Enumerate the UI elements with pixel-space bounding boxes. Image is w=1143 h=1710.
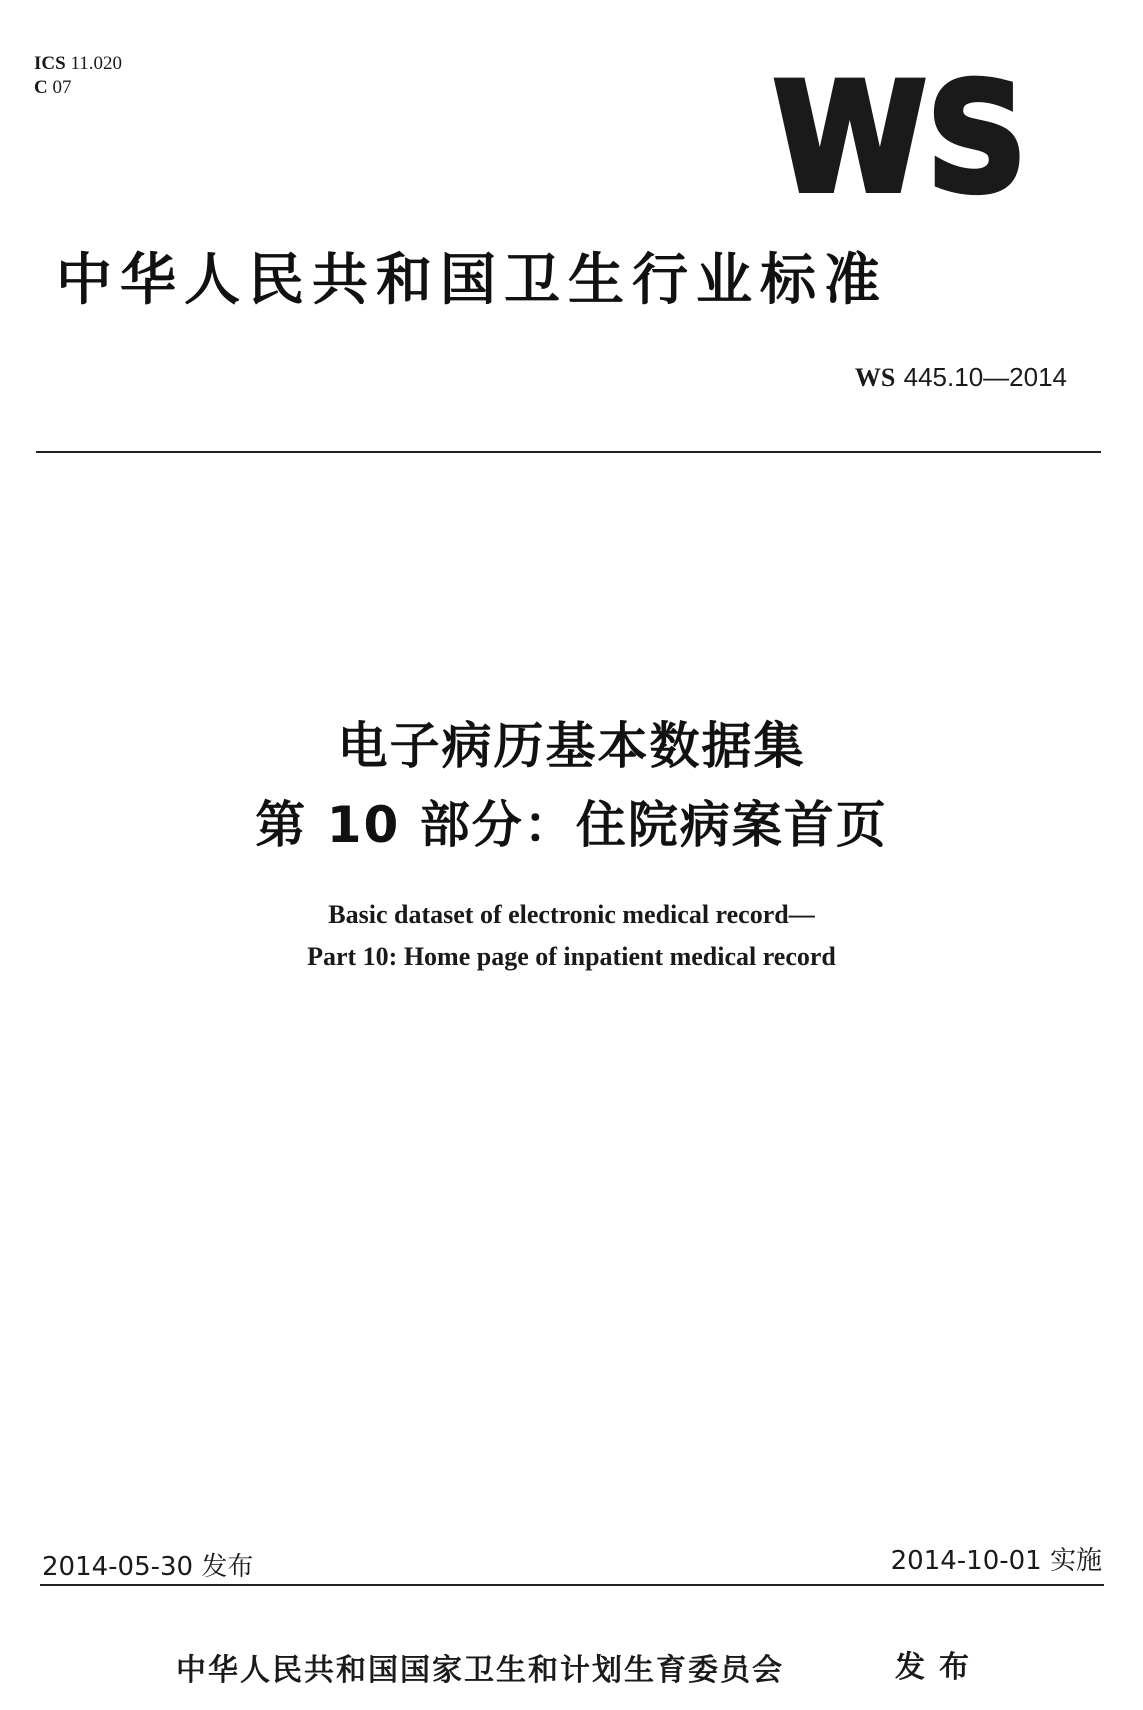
ws-logo [770,52,1030,202]
issuing-authority: 中华人民共和国国家卫生和计划生育委员会 [176,1653,784,1688]
issue-action: 发布 [895,1650,983,1685]
ics-label: ICS [34,53,66,74]
ccs-label: C [34,77,48,98]
chinese-title-line-1: 电子病历基本数据集 [337,717,806,775]
standard-number [855,362,1067,393]
ws-logo-text: WS [773,52,1027,202]
standard-number-value: 445.10—2014 [903,362,1067,392]
issue-date: 2014-05-30 发布 [42,1552,254,1582]
standard-category-title: 中华人民共和国卫生行业标准 [56,248,888,313]
standard-number-prefix: WS [854,363,896,392]
ccs-code-line [34,76,122,100]
ics-code-line [34,52,122,76]
english-title-line-1: Basic dataset of electronic medical record— [328,900,815,929]
english-title-line-2: Part 10: Home page of inpatient medical record [307,942,836,971]
bottom-divider [40,1584,1104,1586]
ccs-code: 07 [52,77,72,98]
chinese-title-line-2: 第 10 部分：住院病案首页 [255,796,888,854]
top-divider [36,451,1101,453]
ics-code: 11.020 [70,53,122,74]
implementation-date: 2014-10-01 实施 [890,1546,1102,1576]
classification-codes [34,52,122,100]
